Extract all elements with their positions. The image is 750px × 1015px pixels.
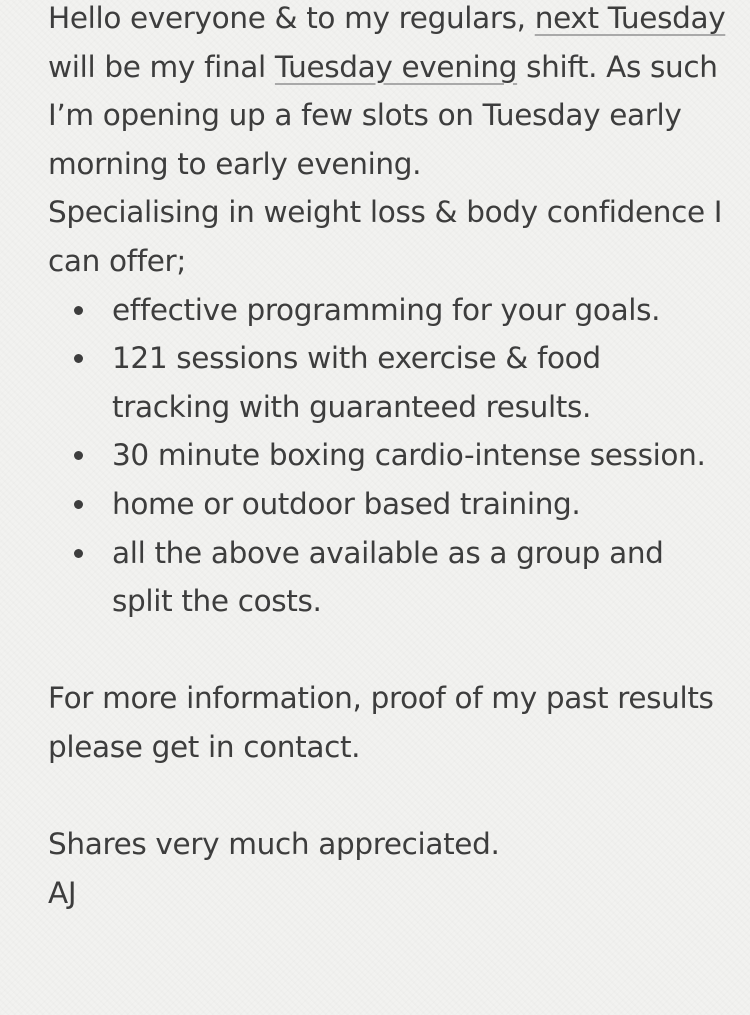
date-link-tuesday-evening[interactable]: Tuesday evening [274, 49, 518, 84]
shares-text: Shares very much appreciated. [48, 827, 500, 862]
intro-paragraph [48, 0, 738, 188]
bullet-icon [74, 500, 83, 509]
list-item-text: 121 sessions with exercise & food tracking with guaranteed results. [112, 341, 601, 424]
offers-list [48, 286, 738, 626]
list-item [48, 480, 712, 529]
bullet-icon [74, 306, 83, 315]
bullet-icon [74, 354, 83, 363]
intro-text: Hello everyone & to my regulars, [48, 1, 535, 35]
date-link-next-tuesday[interactable]: next Tuesday [534, 1, 726, 35]
list-item-text: home or outdoor based training. [112, 486, 581, 521]
note-body [48, 0, 738, 917]
intro-text: will be my final [48, 49, 275, 84]
list-item [48, 529, 712, 626]
blank-line [48, 772, 738, 821]
list-item-text: all the above available as a group and split the costs. [112, 535, 664, 619]
specialising-text: Specialising in weight loss & body confidence I can offer; [48, 195, 723, 278]
bullet-icon [74, 451, 83, 460]
list-item [48, 431, 712, 480]
bullet-icon [74, 549, 83, 558]
list-item-text: effective programming for your goals. [112, 292, 661, 327]
blank-line [48, 626, 738, 675]
list-item [48, 334, 712, 431]
intro-text: shift. As such I’m opening up a few slots on Tuesday early morning to early evening. [48, 49, 718, 181]
list-item [48, 286, 712, 335]
signature: AJ [48, 875, 77, 910]
more-info-text: For more information, proof of my past results please get in contact. [48, 681, 714, 764]
list-item-text: 30 minute boxing cardio-intense session. [112, 438, 706, 473]
